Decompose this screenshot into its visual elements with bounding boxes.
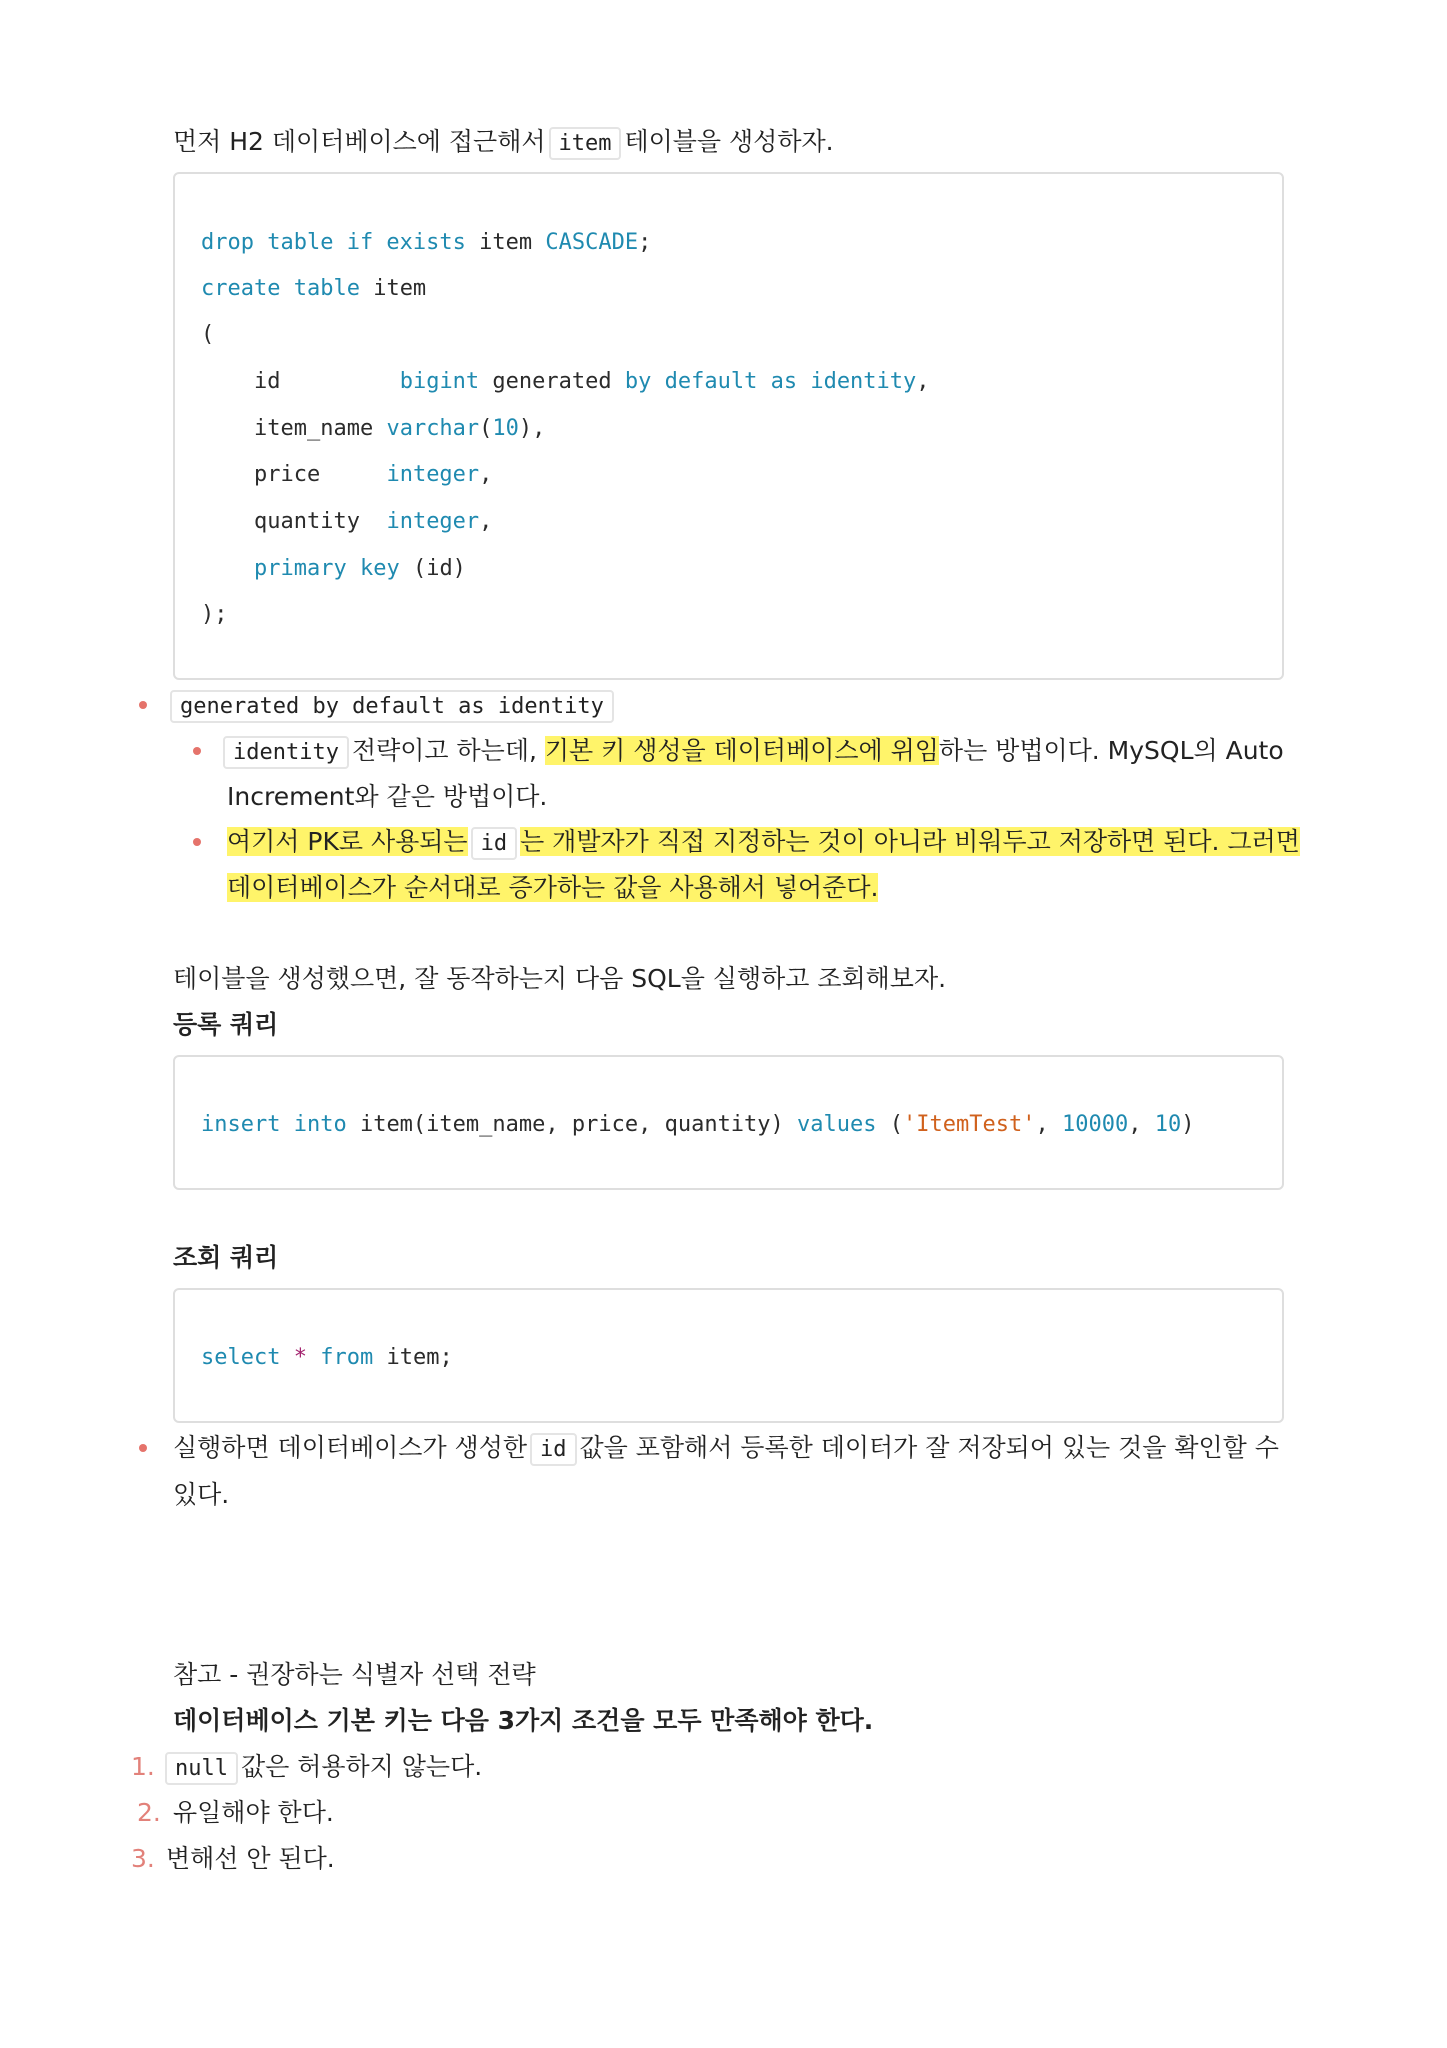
sub-bullet-identity: identity 전략이고 하는데, 기본 키 생성을 데이터베이스에 위임하는 방법이다. MySQL의 Auto bbox=[220, 729, 1284, 775]
bullet-verify-line2: 있다. bbox=[173, 1480, 230, 1509]
code-line: select * from item; bbox=[201, 1345, 453, 1370]
code-line: drop table if exists item CASCADE; bbox=[201, 230, 652, 255]
code-line: price integer, bbox=[254, 462, 493, 487]
code-line: create table item bbox=[201, 276, 427, 301]
list-item: 유일해야 한다. bbox=[173, 1798, 334, 1827]
inline-code-generated: generated by default as identity bbox=[170, 690, 614, 723]
bullet-generated-identity bbox=[167, 683, 617, 729]
code-line: id bigint generated by default as identity, bbox=[254, 369, 930, 394]
list-item: 변해선 안 된다. bbox=[166, 1844, 335, 1873]
code-line: primary key (id) bbox=[254, 556, 466, 581]
bullet-dot bbox=[139, 701, 147, 709]
bullet-dot bbox=[193, 838, 201, 846]
list-number: 2. bbox=[137, 1798, 161, 1827]
inline-code-null: null bbox=[165, 1752, 238, 1785]
inline-code-identity: identity bbox=[223, 736, 349, 769]
run-sql-paragraph: 테이블을 생성했으면, 잘 동작하는지 다음 SQL을 실행하고 조회해보자. bbox=[173, 964, 947, 993]
code-line: ); bbox=[201, 602, 228, 627]
insert-code-block bbox=[173, 1055, 1284, 1190]
code-line: quantity integer, bbox=[254, 509, 493, 534]
sub-bullet-pk-line2: 데이터베이스가 순서대로 증가하는 값을 사용해서 넣어준다. bbox=[227, 873, 879, 902]
list-number: 3. bbox=[131, 1844, 155, 1873]
intro-paragraph: 먼저 H2 데이터베이스에 접근해서 item 테이블을 생성하자. bbox=[173, 120, 834, 166]
inline-code-id: id bbox=[471, 827, 518, 860]
insert-query-heading: 등록 쿼리 bbox=[173, 1010, 279, 1039]
note-title: 참고 - 권장하는 식별자 선택 전략 bbox=[173, 1660, 536, 1689]
create-table-code-block bbox=[173, 172, 1284, 680]
note-bold-statement: 데이터베이스 기본 키는 다음 3가지 조건을 모두 만족해야 한다. bbox=[173, 1706, 874, 1735]
bullet-dot bbox=[193, 747, 201, 755]
list-item: null 값은 허용하지 않는다. bbox=[162, 1745, 482, 1791]
highlight-text: 기본 키 생성을 데이터베이스에 위임 bbox=[544, 736, 939, 765]
code-line: ( bbox=[201, 322, 215, 347]
bullet-dot bbox=[139, 1444, 147, 1452]
code-line: item_name varchar(10), bbox=[254, 416, 546, 441]
bullet-verify: 실행하면 데이터베이스가 생성한 id 값을 포함해서 등록한 데이터가 잘 저장되어 있는 것을 확인할 수 bbox=[173, 1426, 1279, 1472]
select-code-block bbox=[173, 1288, 1284, 1423]
sub-bullet-identity-line2: Increment와 같은 방법이다. bbox=[227, 782, 548, 811]
inline-code-id: id bbox=[530, 1433, 577, 1466]
select-query-heading: 조회 쿼리 bbox=[173, 1243, 279, 1272]
sub-bullet-pk: 여기서 PK로 사용되는 id 는 개발자가 직접 지정하는 것이 아니라 비워두고 저장하면 된다. 그러면 bbox=[227, 820, 1300, 866]
list-number: 1. bbox=[131, 1752, 155, 1781]
inline-code-item: item bbox=[549, 127, 622, 160]
code-line: insert into item(item_name, price, quantity) values ('ItemTest', 10000, 10) bbox=[201, 1112, 1195, 1137]
